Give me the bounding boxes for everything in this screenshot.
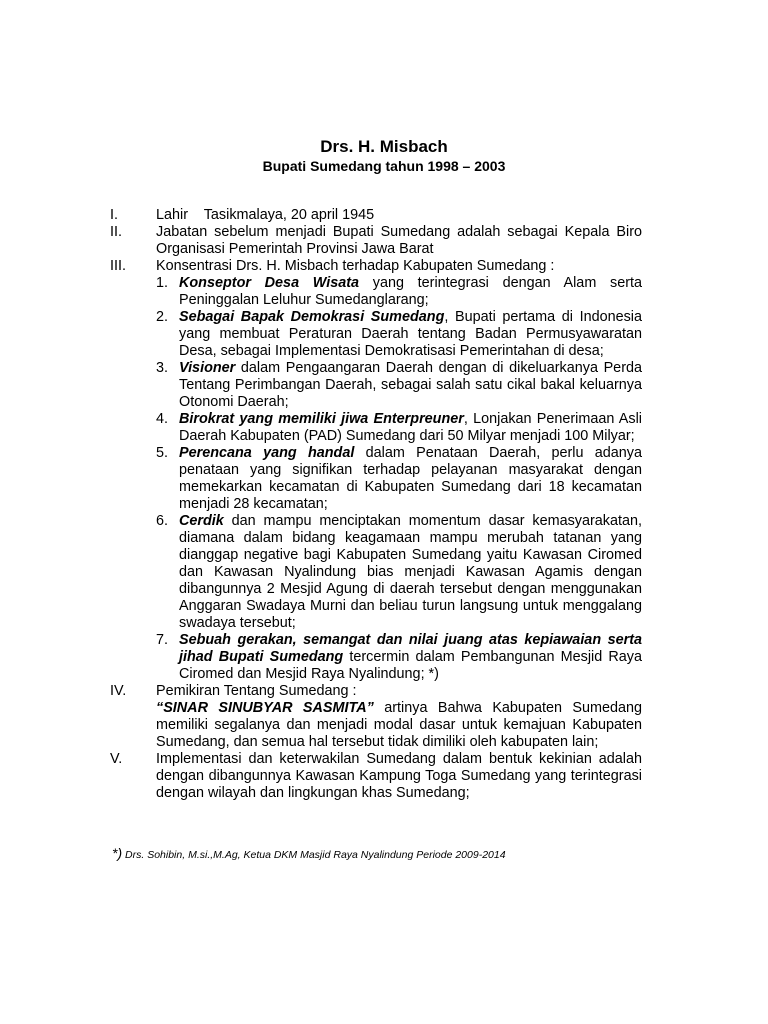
sub-list-item (0, 445, 768, 513)
sub-item-body: dalam Pengaangaran Daerah dengan di dikeluarkanya Perda Tentang Perimbangan Daerah, sebagai salah satu cikal bakal keluarnya Otonomi Daerah; (179, 360, 642, 410)
item-text: Jabatan sebelum menjadi Bupati Sumedang adalah sebagai Kepala Biro Organisasi Pemerintah Provinsi Jawa Barat (156, 224, 642, 257)
list-item (0, 258, 768, 275)
sub-item-emphasis: Sebuah gerakan, semangat dan nilai juang atas kepiawaian serta jihad Bupati Sumedang (179, 632, 642, 665)
footnote-mark: *) (112, 845, 123, 861)
sub-item-number: 4. (156, 411, 169, 427)
item-text: Implementasi dan keterwakilan Sumedang dalam bentuk kekinian adalah dengan dibangunnya Kawasan Kampung Toga Sumedang yang terintegrasi dengan wilayah dan lingkungan khas Sumedang; (156, 751, 642, 801)
item-numeral: V. (110, 751, 123, 767)
item-text: Konsentrasi Drs. H. Misbach terhadap Kabupaten Sumedang : (156, 258, 555, 274)
sub-list-item (0, 275, 768, 309)
item-heading: Pemikiran Tentang Sumedang : (156, 683, 357, 699)
sub-item-number: 6. (156, 513, 169, 529)
sub-item-text (179, 445, 642, 513)
sub-list-item (0, 513, 768, 632)
list-item (0, 683, 768, 751)
footnote (112, 846, 506, 862)
sub-item-body: , Lonjakan Penerimaan Asli Daerah Kabupaten (PAD) Sumedang dari 50 Milyar menjadi 100 Milyar; (179, 411, 642, 444)
sub-item-emphasis: Konseptor Desa Wisata (179, 275, 360, 291)
sub-item-emphasis: Perencana yang handal (179, 445, 355, 461)
item-text: Lahir Tasikmalaya, 20 april 1945 (156, 207, 375, 223)
list-item (0, 207, 768, 224)
sub-item-emphasis: Sebagai Bapak Demokrasi Sumedang (179, 309, 445, 325)
sub-item-text (179, 275, 642, 309)
sub-item-number: 2. (156, 309, 169, 325)
sub-item-text (179, 513, 642, 632)
sub-item-text (179, 360, 642, 411)
list-item (0, 224, 768, 258)
sub-item-text (179, 411, 642, 445)
sub-item-number: 5. (156, 445, 169, 461)
sub-item-body: dalam Penataan Daerah, perlu adanya penataan yang signifikan terhadap pelayanan masyarakat dengan memekarkan kecamatan di Kabupaten Sumedang dari 18 kecamatan menjadi 28 kecamatan; (179, 445, 642, 512)
item-numeral: III. (110, 258, 126, 274)
sub-list-item (0, 309, 768, 360)
item-numeral: II. (110, 224, 122, 240)
document-body (0, 207, 768, 802)
sub-list-item (0, 411, 768, 445)
sub-item-text (179, 632, 642, 683)
sub-item-text (179, 309, 642, 360)
footnote-text: Drs. Sohibin, M.si.,M.Ag, Ketua DKM Masjid Raya Nyalindung Periode 2009-2014 (122, 849, 506, 861)
sub-item-number: 7. (156, 632, 169, 648)
document-title: Drs. H. Misbach (320, 137, 448, 156)
item-body: artinya Bahwa Kabupaten Sumedang memiliki segalanya dan menjadi modal dasar untuk kemajuan Kabupaten Sumedang, dan semua hal tersebut tidak dimiliki oleh kabupaten lain; (156, 700, 642, 750)
item-numeral: I. (110, 207, 118, 223)
item-numeral: IV. (110, 683, 127, 699)
sub-item-emphasis: Birokrat yang memiliki jiwa Enterpreuner (179, 411, 464, 427)
sub-list-item (0, 632, 768, 683)
sub-item-body: tercermin dalam Pembangunan Mesjid Raya Ciromed dan Mesjid Raya Nyalindung; *) (179, 649, 642, 682)
sub-item-body: dan mampu menciptakan momentum dasar kemasyarakatan, diamana dalam bidang keagamaan mampu merubah tatanan yang dianggap negative bagi Kabupaten Sumedang yaitu Kawasan Ciromed dan Kawasan Nyalindung bias menjadi Kawasan Agamis dengan dibangunnya 2 Mesjid Agung di daerah tersebut dengan menggunakan Anggaran Swadaya Murni dan beliau turun langsung untuk menggalang swadaya tersebut; (179, 513, 642, 631)
sub-item-number: 3. (156, 360, 169, 376)
sub-item-body: , Bupati pertama di Indonesia yang membuat Peraturan Daerah tentang Badan Permusyawaratan Desa, sebagai Implementasi Demokratisasi Pemerintahan di desa; (179, 309, 642, 359)
motto-text: “SINAR SINUBYAR SASMITA” (156, 700, 374, 716)
sub-list-item (0, 360, 768, 411)
document-subtitle: Bupati Sumedang tahun 1998 – 2003 (262, 158, 506, 174)
sub-item-emphasis: Visioner (179, 360, 236, 376)
sub-item-number: 1. (156, 275, 169, 291)
list-item (0, 751, 768, 802)
item-text (156, 700, 642, 751)
sub-item-body: yang terintegrasi dengan Alam serta Peninggalan Leluhur Sumedanglarang; (179, 275, 643, 308)
sub-item-emphasis: Cerdik (179, 513, 224, 529)
